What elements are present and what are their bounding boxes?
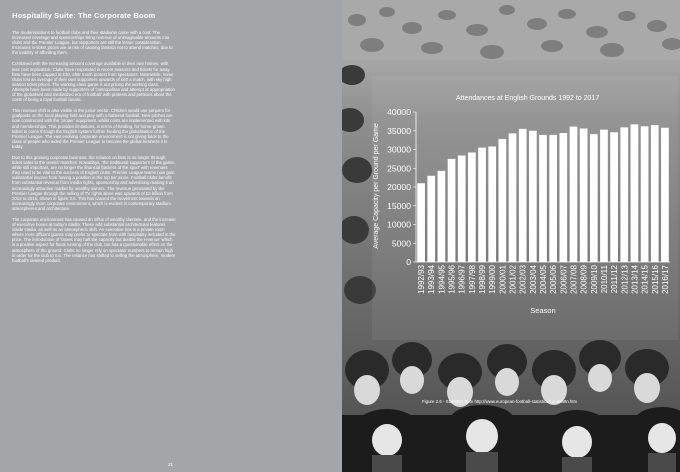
chart-bar	[519, 129, 527, 262]
chart-bar	[539, 135, 547, 262]
chart-bar	[458, 156, 466, 263]
y-tick-label: 30000	[387, 144, 411, 155]
chart-bar	[488, 147, 496, 263]
page-title: Hospitality Suite: The Corporate Boom	[12, 11, 156, 20]
right-page	[342, 0, 680, 472]
x-tick-label: 2001/02	[508, 265, 518, 294]
y-tick-label: 5000	[391, 238, 411, 249]
chart-bar	[641, 126, 649, 262]
y-tick-label: 40000	[387, 107, 411, 117]
attendance-chart	[372, 76, 678, 404]
x-tick-label: 2007/08	[569, 265, 579, 294]
x-axis-label: Season	[530, 306, 556, 315]
chart-bar	[468, 153, 476, 263]
chart-bar	[651, 125, 659, 262]
chart-bar	[600, 130, 608, 262]
chart-bar	[570, 127, 578, 262]
x-tick-label: 2012/13	[620, 265, 630, 294]
x-tick-label: 1996/97	[457, 265, 467, 294]
chart-title: Attendances at English Grounds 1992 to 2017	[456, 95, 600, 102]
chart-bar	[661, 128, 669, 262]
x-tick-label: 2002/03	[518, 265, 528, 294]
chart-bar	[549, 135, 557, 262]
x-tick-label: 1993/94	[427, 265, 437, 294]
x-tick-label: 2014/15	[640, 265, 650, 294]
x-tick-label: 2003/04	[528, 265, 538, 294]
x-tick-label: 2006/07	[559, 265, 569, 294]
x-tick-label: 1992/93	[417, 265, 427, 294]
x-tick-label: 2013/14	[630, 265, 640, 294]
y-axis-label: Average Capacity per Ground per Game	[373, 123, 380, 249]
chart-bar	[529, 131, 537, 262]
chart-bar	[478, 148, 486, 262]
x-tick-label: 2009/10	[589, 265, 599, 294]
x-tick-label: 1997/98	[467, 265, 477, 294]
x-tick-label: 1994/95	[437, 265, 447, 294]
page-number: 21	[168, 462, 174, 467]
chart-bar	[620, 127, 628, 262]
chart-bar	[590, 134, 598, 262]
x-tick-label: 1999/00	[488, 265, 498, 294]
y-tick-label: 20000	[387, 182, 411, 192]
chart-bar	[448, 159, 456, 262]
y-tick-label: 10000	[387, 219, 411, 230]
paragraph: Due to this growing corporate business, the reliance on fans is no longer through ticket sales to the weeks’ matches. Nowadays, ‘the traditional supporters of the game, while still important, are no longer the financial backers of the sport’ with revenues they used to be vital to the success of English clubs. Premier League teams now gain substantial income from having a position in the top tier alone. Football clubs benefit from substantial revenue from media rights, sponsorship and advertising making it an increasingly attractive market for wealthy owners. The revenue generated by the Premier League through the selling of TV rights alone was upwards of £3 billion from 2013 to 2016, shown in figure 2.6. This has caused the movement towards an increasingly more corporate environment, which is evident in contemporary stadium atmospheres and architecture.	[12, 154, 175, 211]
chart-bar	[580, 129, 588, 263]
chart-bar	[610, 132, 618, 262]
x-tick-label: 2015/16	[650, 265, 660, 294]
chart-bar	[417, 183, 425, 262]
y-tick-label: 35000	[387, 125, 411, 136]
chart-caption: Figure 2.6 - Statistics from http://www.european-football-statistics.co.uk/attn.htm	[422, 399, 578, 404]
x-tick-label: 2004/05	[539, 265, 548, 294]
y-tick-label: 15000	[387, 200, 411, 211]
x-tick-label: 1998/99	[478, 265, 488, 294]
chart-bar	[509, 133, 517, 262]
paragraph: Combined with the increasing amount coverage available in their own homes, with less cost implication. Clubs have responded in recent seasons and tickets for away fans have been capped at £30, after much protest from spectators. Meanwhile, some clubs lost an average of their own supporters upwards of £60 a match, with sky high season ticket prices. The working class game is out pricing the working class. Attempts have been made by supporters of ‘metropolitan and attempt at appropriation of the globalised and mediatized era of football’ with protests and petitions about the costs of being a loyal football fanatic.	[12, 61, 175, 103]
x-tick-label: 2000/01	[498, 265, 508, 294]
chart-bar	[498, 139, 506, 262]
y-tick-label: 25000	[387, 163, 411, 174]
y-tick-label: 0	[406, 257, 411, 267]
paragraph: The corporate environment has caused an influx of wealthy clientele, and the increase of executive boxes at today’s stadia. These add substantial architectural features inside stadia, as well as an atmospheric shift. An executive box is a private room where more affluent guests may prefer to spectate from with hospitality included in the price. The introduction of ‘boxes may halt the capacity but double the revenue’ which is a positive aspect for fiscal running of the club, but has a questionable effect on the atmosphere of the ground. Clubs no longer rely on spectator numbers to remain high in order for the club to run. The reliance has shifted to selling the atmosphere, modern football’s desired product.	[12, 217, 176, 263]
x-tick-label: 2010/11	[599, 265, 609, 294]
x-tick-label: 2005/06	[549, 265, 559, 294]
chart-plot	[372, 76, 678, 340]
x-tick-label: 2016/17	[660, 265, 670, 294]
chart-bar	[427, 176, 435, 262]
x-tick-label: 1995/96	[447, 265, 457, 294]
x-tick-label: 2011/12	[610, 265, 620, 294]
body-text	[12, 30, 176, 269]
chart-bar	[559, 133, 567, 262]
paragraph: This revenue shift is also visible in the junior sector. Children would use jumpers for goalposts on the local playing field and play with a battered football. New pitches are now constructed with the ‘proper’ equipment, whilst costs are implemented with kits and memberships. This provides limitations, in terms of funding, for home-grown talent to come through the English system further feeding the globalisation of the Premier League. The vast evolving corporate environment is not giving back to the class of people who aided the Premier League to become the global business it is today.	[12, 108, 173, 149]
chart-bar	[631, 124, 639, 262]
paragraph: The modernisations to football clubs and their stadiums came with a cost. The increased coverage and sponsorships bring revenue of unimaginable amounts into clubs and the Premier League, but supporters are still the lesser consideration. Increases in ticket prices are at risk of causing fanatics not to attend matches, due to the inability of affording them.	[12, 30, 173, 56]
x-tick-label: 2008/09	[579, 265, 589, 294]
chart-bar	[438, 171, 446, 262]
